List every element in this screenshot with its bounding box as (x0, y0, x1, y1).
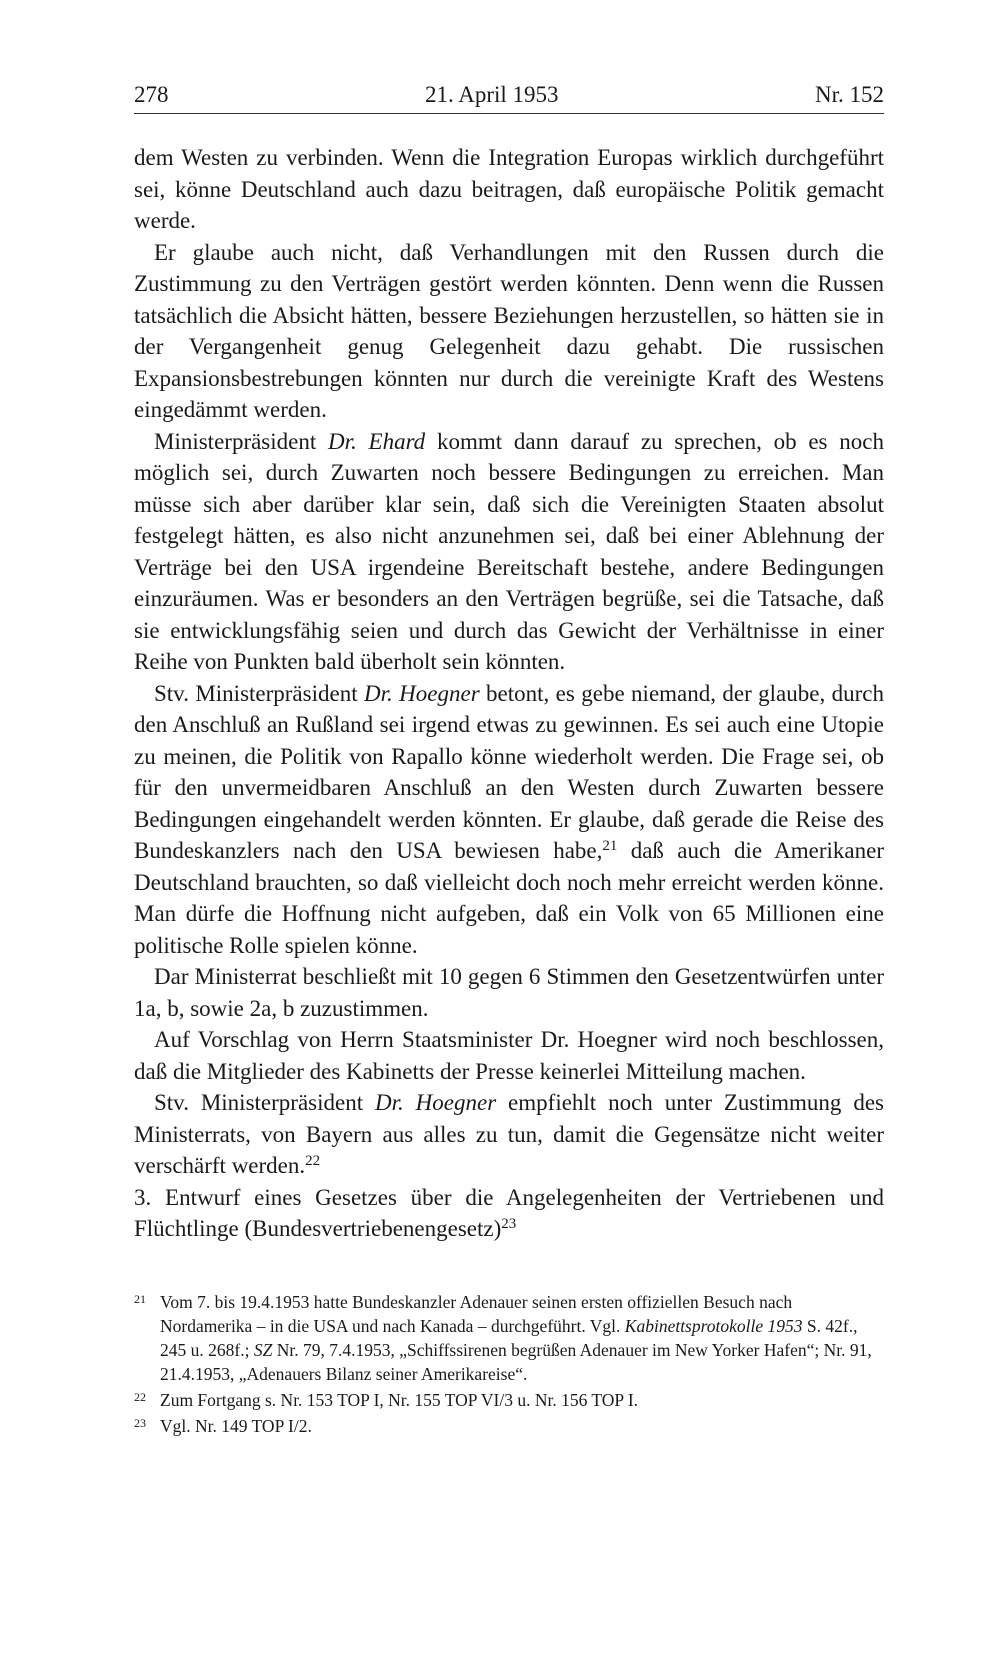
paragraph-3-text: kommt dann darauf zu sprechen, ob es noch möglich sei, durch Zuwarten noch bessere Bedingungen zu erreichen. Man müsse sich aber darüber klar sein, daß sich die Vereinigten Staaten absolut festgelegt hätten, es also nicht anzunehmen sei, daß bei einer Ablehnung der Verträge bei den USA irgendeine Bereitschaft bestehe, andere Bedingungen einzuräumen. Was er besonders an den Verträgen begrüße, sei die Tatsache, daß sie entwicklungsfähig seien und durch das Gewicht der Verhältnisse in einer Reihe von Punkten bald überholt sein könnten. (134, 428, 884, 674)
paragraph-2: Er glaube auch nicht, daß Verhandlungen mit den Russen durch die Zustimmung zu den Verträgen gestört werden könnten. Denn wenn die Russen tatsächlich die Absicht hätten, bessere Beziehungen herzustellen, so hätten sie in der Vergangenheit genug Gelegenheit dazu gehabt. Die russischen Expansionsbestrebungen könnten nur durch die vereinigte Kraft des Westens eingedämmt werden. (134, 239, 884, 422)
paragraph-7-lead: Stv. Ministerpräsident (154, 1090, 375, 1115)
header-date: 21. April 1953 (424, 82, 559, 107)
paragraph-4-text: betont, es gebe niemand, der glaube, durch den Anschluß an Rußland sei irgend etwas zu gewinnen. Es sei auch eine Utopie zu meinen, die Politik von Rapallo könne wiederholt werden. Die Frage sei, ob für den unvermeidbaren Anschluß an den Westen durch Zuwarten bessere Bedingungen eingehandelt werden könnten. Er glaube, daß gerade die Reise des Bundeskanzlers nach den USA bewiesen habe, (134, 680, 884, 863)
agenda-item-text: 3. Entwurf eines Gesetzes über die Angelegenheiten der Vertriebenen und Flüchtlinge (Bundesvertriebenengesetz) (134, 1184, 884, 1241)
footnote (134, 1290, 884, 1386)
footnote-text-part: S. 42f., 245 u. 268f.; (160, 1316, 858, 1360)
footnote (134, 1414, 884, 1438)
paragraph-4 (134, 678, 884, 962)
footnote (134, 1388, 884, 1412)
source-title: Kabinettsprotokolle 1953 (624, 1316, 803, 1336)
paragraph-4-lead: Stv. Ministerpräsident (154, 680, 364, 706)
footnote-number: 21 (134, 1292, 146, 1306)
footnote-reference[interactable]: 22 (305, 1153, 321, 1169)
footnote-text-part: Nr. 79, 7.4.1953, „Schiffssirenen begrüßen Adenauer im New Yorker Hafen“; Nr. 91, 21.4.1953, „Adenauers Bilanz seiner Amerikareise“. (160, 1340, 872, 1384)
paragraph-4-text-end: daß auch die Amerikaner Deutschland brauchten, so daß vielleicht doch noch mehr erreicht werden könne. Man dürfe die Hoffnung nicht aufgeben, daß ein Volk von 65 Millionen eine politische Rolle spielen könne. (134, 838, 884, 958)
paragraph-5: Dar Ministerrat beschließt mit 10 gegen 6 Stimmen den Gesetzentwürfen unter 1a, b, sowie 2a, b zuzustimmen. (134, 964, 884, 1021)
footnote-number: 22 (134, 1390, 146, 1404)
source-title: SZ (253, 1340, 273, 1360)
footnote-text: Vgl. Nr. 149 TOP I/2. (160, 1416, 312, 1436)
paragraph-3-lead: Ministerpräsident (154, 428, 329, 454)
footnote-text (160, 1290, 884, 1386)
paragraph-1: dem Westen zu verbinden. Wenn die Integration Europas wirklich durchgeführt sei, könne Deutschland auch dazu beitragen, daß europäische Politik gemacht werde. (134, 145, 884, 233)
footnote-text: Zum Fortgang s. Nr. 153 TOP I, Nr. 155 TOP VI/3 u. Nr. 156 TOP I. (160, 1390, 639, 1410)
paragraph-7-text: empfiehlt noch unter Zustimmung des Ministerrats, von Bayern aus alles zu tun, damit die Gegensätze nicht weiter verschärft werden. (134, 1090, 885, 1178)
document-number: Nr. 152 (815, 82, 884, 107)
agenda-item-heading (134, 1182, 884, 1245)
footnote-text-part: Vom 7. bis 19.4.1953 hatte Bundeskanzler Adenauer seinen ersten offiziellen Besuch nach Nordamerika – in die USA und nach Kanada – durchgeführt. Vgl. (160, 1292, 793, 1336)
paragraph-6: Auf Vorschlag von Herrn Staatsminister Dr. Hoegner wird noch beschlossen, daß die Mitglieder des Kabinetts der Presse keinerlei Mitteilung machen. (134, 1027, 884, 1084)
speaker-name: Dr. Hoegner (364, 680, 480, 706)
speaker-name: Dr. Hoegner (375, 1090, 497, 1115)
paragraph-7 (134, 1087, 884, 1182)
running-header (134, 82, 884, 114)
main-text (134, 142, 884, 1245)
footnote-reference[interactable]: 21 (602, 838, 618, 854)
footnotes (134, 1290, 884, 1440)
page-number: 278 (134, 82, 169, 107)
speaker-name: Dr. Ehard (328, 428, 426, 454)
paragraph-3 (134, 426, 884, 678)
footnote-reference[interactable]: 23 (501, 1216, 517, 1232)
footnote-number: 23 (134, 1416, 146, 1430)
